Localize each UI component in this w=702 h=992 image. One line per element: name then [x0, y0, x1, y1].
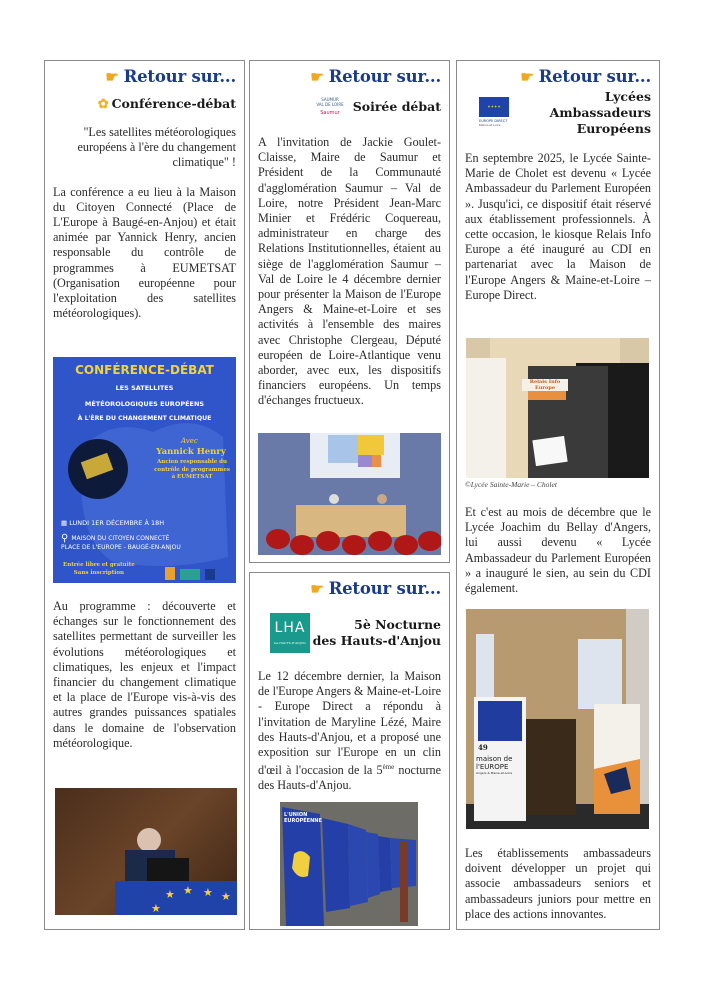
- paragraph: [250, 669, 449, 794]
- poster-title: CONFÉRENCE-DÉBAT: [75, 363, 214, 377]
- relais-photo-scene: [466, 338, 649, 478]
- banner-text-3: Angers & Maine-et-Loire: [476, 771, 513, 775]
- poster-date: [61, 519, 164, 527]
- article-lycees-ambassadeurs: [456, 60, 660, 930]
- quote: "Les satellites météorologiques européens à l'ère du changement climatique" !: [77, 125, 236, 170]
- heading-text: Retour sur...: [123, 67, 236, 86]
- exhibition-poster-text: L'UNION EUROPÉENNE: [284, 812, 322, 824]
- svg-text:★: ★: [203, 886, 213, 899]
- pointing-hand-icon: ☛: [520, 68, 534, 86]
- heading-text: Retour sur...: [538, 67, 651, 86]
- poster-line-2: MÉTÉOROLOGIQUES EUROPÉENS: [84, 400, 205, 408]
- paragraph: A l'invitation de Jackie Goulet-Claisse, Maire de Saumur et Président de la Communauté d'agglomération Saumur – Val de Loire, notre Président Jean-Marc Minier et Frédéric Coquereau, administrateur en charge des Relations Institutionnelles, étaient au siège de l'agglomération Saumur – Val de Loire le 4 décembre dernier pour présenter la Maison de l'Europe Angers & Maine-et-Loire et ses activités à l'ensemble des maires avec Christophe Clergeau, Député européen de Loire-Atlantique venu aborder, avec eux, les dispositifs financiers européens. Un temps d'échanges fructueux.: [258, 135, 441, 408]
- subheading-line-1: Lycées: [604, 89, 651, 104]
- subheading-line-2: Ambassadeurs: [549, 105, 651, 120]
- exhibition-photo: [280, 802, 418, 926]
- paragraph-1: En septembre 2025, le Lycée Sainte-Marie de Cholet est devenu « Lycée Ambassadeur du Parlement Européen ». Jusqu'ici, ce dispositif était réservé aux établissement professionnels. À cette occasion, le kiosque Relais Info Europe a été inauguré au CDI en partenariat avec la Maison de l'Europe Angers & Maine-et-Loire – Europe Direct.: [465, 151, 651, 302]
- europe-direct-logo: [479, 97, 509, 127]
- banner-text-2: l'EUROPE: [476, 763, 509, 771]
- paragraph-text-1: Le 12 décembre dernier, la Maison de l'Europe Angers & Maine-et-Loire - Europe Direct a répondu à l'invitation de Maryline Lézé, Maire des Hauts-d'Anjou, et a proposé une exposition sur l'Europe en un clin d'œil à l'occasion de la 5: [258, 669, 441, 778]
- retour-sur-heading: [45, 67, 244, 86]
- eu-flag-icon: ✦✦✦✦: [479, 97, 509, 117]
- pointing-hand-icon: ☛: [310, 68, 324, 86]
- subheading-line-2: des Hauts-d'Anjou: [312, 633, 441, 648]
- europe-direct-sub: Maine-et-Loire: [479, 123, 501, 127]
- heading-text: Retour sur...: [328, 579, 441, 598]
- poster-entry: [63, 561, 135, 577]
- relais-sign: Relais Info Europe: [522, 379, 568, 391]
- subheading-text: Conférence-débat: [111, 96, 236, 111]
- poster-entry-2: Sans inscription: [73, 570, 125, 576]
- poster-date-text: LUNDI 1ER DÉCEMBRE À 18H: [69, 519, 165, 527]
- poster-entry-1: Entrée libre et gratuite: [63, 562, 135, 568]
- subheading: Soirée débat: [352, 99, 441, 114]
- photo-caption: ©Lycée Sainte-Marie – Cholet: [465, 480, 557, 489]
- retour-sur-heading: [250, 67, 449, 86]
- speaker-photo-scene: [55, 788, 237, 915]
- meeting-photo-scene: [258, 433, 441, 555]
- subheading-line-3: Européens: [576, 121, 651, 136]
- logo-text-1: SAUMUR: [321, 97, 339, 102]
- subheading-line-1: 5è Nocturne: [354, 617, 441, 632]
- poster-place: [61, 535, 181, 552]
- saumur-logo: [314, 97, 346, 123]
- subheading: [45, 96, 244, 113]
- meeting-photo: [258, 433, 441, 555]
- cdi-stand-scene: [466, 609, 649, 829]
- lha-logo: [270, 613, 310, 653]
- pointing-hand-icon: ☛: [105, 68, 119, 86]
- article-soiree-debat: [249, 60, 450, 563]
- poster-speaker: Yannick Henry: [156, 447, 226, 457]
- paragraph-2: Et c'est au mois de décembre que le Lycée Joachim du Bellay d'Angers, lui aussi devenu « Lycée Ambassadeur du Parlement Européen » a inauguré le sien, au sein du CDI également.: [465, 505, 651, 596]
- poster-line-3: À L'ÈRE DU CHANGEMENT CLIMATIQUE: [77, 415, 212, 422]
- heading-text: Retour sur...: [328, 67, 441, 86]
- logo-text-2: VAL DE LOIRE: [316, 102, 344, 107]
- pointing-hand-icon: ☛: [310, 580, 324, 598]
- poster-line-1: LES SATELLITES: [115, 384, 174, 392]
- poster-place-1: MAISON DU CITOYEN CONNECTÉ: [71, 535, 170, 542]
- lha-logo-sub: les HAUTS-D'ANJOU: [274, 641, 306, 645]
- paragraph-3: Les établissements ambassadeurs doivent développer un projet qui associe ambassadeurs seniors et ambassadeurs juniors pour mettre en place des actions innovantes.: [465, 846, 651, 921]
- cdi-stand-photo: [466, 609, 649, 829]
- article-conference-debat: [44, 60, 245, 930]
- article-nocturne: [249, 572, 450, 930]
- lha-logo-text: LHA: [274, 620, 306, 636]
- svg-text:★: ★: [183, 884, 193, 897]
- poster-avec: Avec: [181, 437, 198, 445]
- banner-text-1: maison de: [476, 755, 513, 763]
- calendar-icon: ▦: [61, 519, 70, 527]
- svg-text:★: ★: [221, 890, 231, 903]
- flower-icon: ✿: [97, 97, 109, 112]
- europe-direct-text: EUROPE DIRECT: [479, 119, 508, 123]
- svg-text:★: ★: [151, 902, 161, 915]
- partner-logos: [165, 565, 231, 579]
- retour-sur-heading: [457, 67, 659, 86]
- location-pin-icon: ⚲: [61, 533, 69, 544]
- retour-sur-heading: [250, 579, 449, 598]
- conference-poster: [53, 357, 236, 583]
- speaker-photo: [55, 788, 237, 915]
- eu-flag: [115, 881, 237, 915]
- relais-info-europe-photo: [466, 338, 649, 478]
- svg-text:★: ★: [165, 888, 175, 901]
- logo-text-3: Saumur: [320, 110, 340, 116]
- paragraph-text-2: nocturne des Hauts-d'Anjou.: [258, 763, 442, 793]
- poster-speaker-role: Ancien responsable du contrôle de programmes à EUMETSAT: [154, 459, 230, 480]
- poster-place-2: PLACE DE L'EUROPE - BAUGÉ-EN-ANJOU: [61, 543, 181, 551]
- conference-table: [296, 505, 406, 537]
- banner-number: 49: [478, 743, 488, 752]
- paragraph-1: La conférence a eu lieu à la Maison du Citoyen Connecté (Place de L'Europe à Baugé-en-Anjou) et était animée par Yannick Henry, ancien responsable du contrôle de programmes à EUMETSAT (Organisation européenne pour l'exploitation des satellites météorologiques).: [53, 184, 236, 321]
- paragraph-sup: ème: [382, 763, 395, 772]
- paragraph-2: Au programme : découverte et échanges sur le fonctionnement des satellites permettant de surveiller les évolutions météorologiques et climatiques, les enjeux et l'impact financier du changement climatique et la place de l'Europe vis-à-vis des autres grandes puissances spatiales dans le domaine de l'observation météorologique.: [53, 599, 236, 750]
- banner-text: [476, 755, 526, 775]
